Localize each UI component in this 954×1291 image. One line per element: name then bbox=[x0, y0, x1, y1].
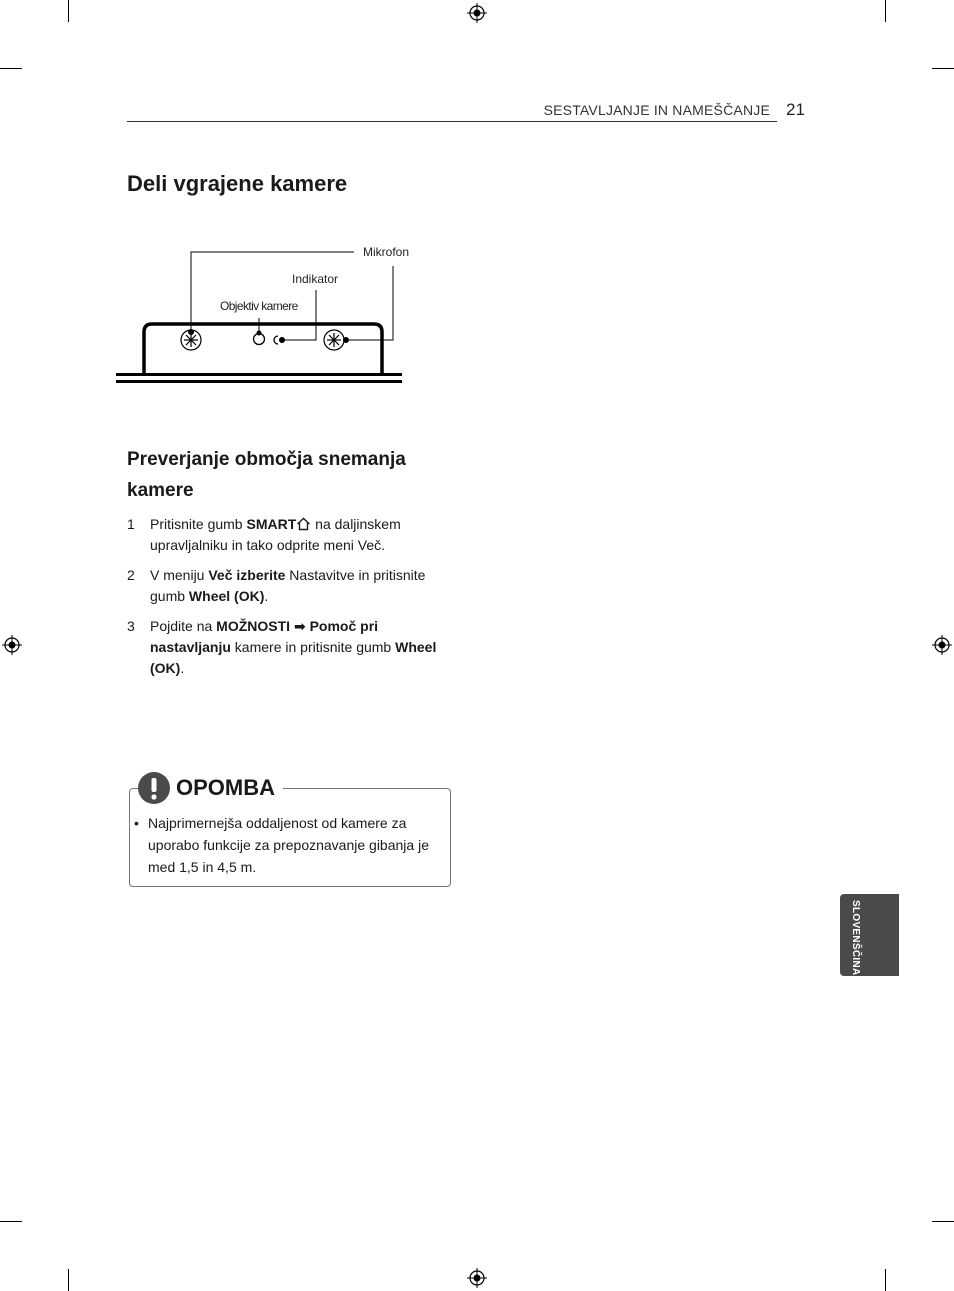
step-text bbox=[150, 516, 401, 553]
step-text-part: . bbox=[180, 660, 185, 676]
step-text-bold: Wheel (OK) bbox=[188, 588, 265, 604]
step-text-bold: ➡ bbox=[290, 618, 310, 634]
note-header bbox=[138, 772, 283, 804]
note-text: Najprimernejša oddaljenost od kamere za uporabo funkcije za prepoznavanje gibanja je med 1,5 in 4,5 m. bbox=[148, 815, 429, 875]
step-text-bold: Wheel (OK) bbox=[150, 639, 437, 676]
header-rule bbox=[127, 121, 777, 122]
step-number: 2 bbox=[127, 567, 135, 583]
crop-mark-bottom-right-v bbox=[885, 1269, 886, 1291]
step-text-bold: Pomoč pri nastavljanju bbox=[150, 618, 379, 655]
crop-mark-top-right-v bbox=[885, 0, 886, 22]
step-text-part: na daljinskem upravljalniku in tako odprite meni Več. bbox=[150, 516, 401, 553]
step-text-part: V meniju bbox=[150, 567, 209, 583]
camera-diagram bbox=[112, 240, 422, 390]
exclamation-icon bbox=[138, 772, 170, 804]
note-bullet: • bbox=[134, 815, 139, 831]
step-text-part: . bbox=[264, 588, 269, 604]
step-text bbox=[150, 618, 436, 676]
crop-mark-top-left-h bbox=[0, 68, 22, 69]
section-heading: Preverjanje območja snemanja kamere bbox=[127, 449, 406, 501]
crop-mark-bottom-left-h bbox=[0, 1221, 22, 1222]
step-item bbox=[127, 514, 457, 556]
step-item bbox=[127, 616, 457, 679]
step-item bbox=[127, 565, 457, 607]
step-text-part: Pojdite na bbox=[150, 618, 217, 634]
label-microphone: Mikrofon bbox=[363, 245, 410, 259]
page-number: 21 bbox=[786, 100, 805, 119]
label-camera-lens: Objektiv kamere bbox=[220, 299, 298, 313]
note-item bbox=[134, 812, 439, 878]
header-section-title: SESTAVLJANJE IN NAMEŠČANJE bbox=[543, 102, 770, 118]
label-indicator: Indikator bbox=[292, 272, 339, 286]
step-text bbox=[150, 567, 425, 604]
registration-mark-icon bbox=[2, 635, 22, 655]
step-text-bold: Več izberite bbox=[208, 567, 286, 583]
microphone-right bbox=[324, 330, 344, 350]
registration-mark-icon bbox=[467, 3, 487, 23]
language-tab-label: SLOVENŠČINA bbox=[850, 900, 861, 976]
crop-mark-bottom-left-v bbox=[68, 1269, 69, 1291]
page-title: Deli vgrajene kamere bbox=[127, 171, 348, 196]
language-tab-label-wrap bbox=[840, 894, 899, 976]
step-text-part: kamere in pritisnite gumb bbox=[230, 639, 396, 655]
step-text-bold: MOŽNOSTI bbox=[216, 618, 291, 634]
step-text-part: Nastavitve in pritisnite gumb bbox=[150, 567, 426, 604]
step-number: 3 bbox=[127, 618, 135, 634]
step-text-part: Pritisnite gumb bbox=[150, 516, 247, 532]
crop-mark-top-right-h bbox=[932, 68, 954, 69]
steps-list bbox=[127, 514, 457, 688]
step-number: 1 bbox=[127, 516, 135, 532]
crop-mark-top-left-v bbox=[68, 0, 69, 22]
note-title: OPOMBA bbox=[176, 775, 275, 800]
home-icon bbox=[296, 517, 311, 531]
registration-mark-icon bbox=[932, 635, 952, 655]
step-text-bold: SMART bbox=[246, 516, 297, 532]
crop-mark-bottom-right-h bbox=[932, 1221, 954, 1222]
registration-mark-icon bbox=[467, 1268, 487, 1288]
